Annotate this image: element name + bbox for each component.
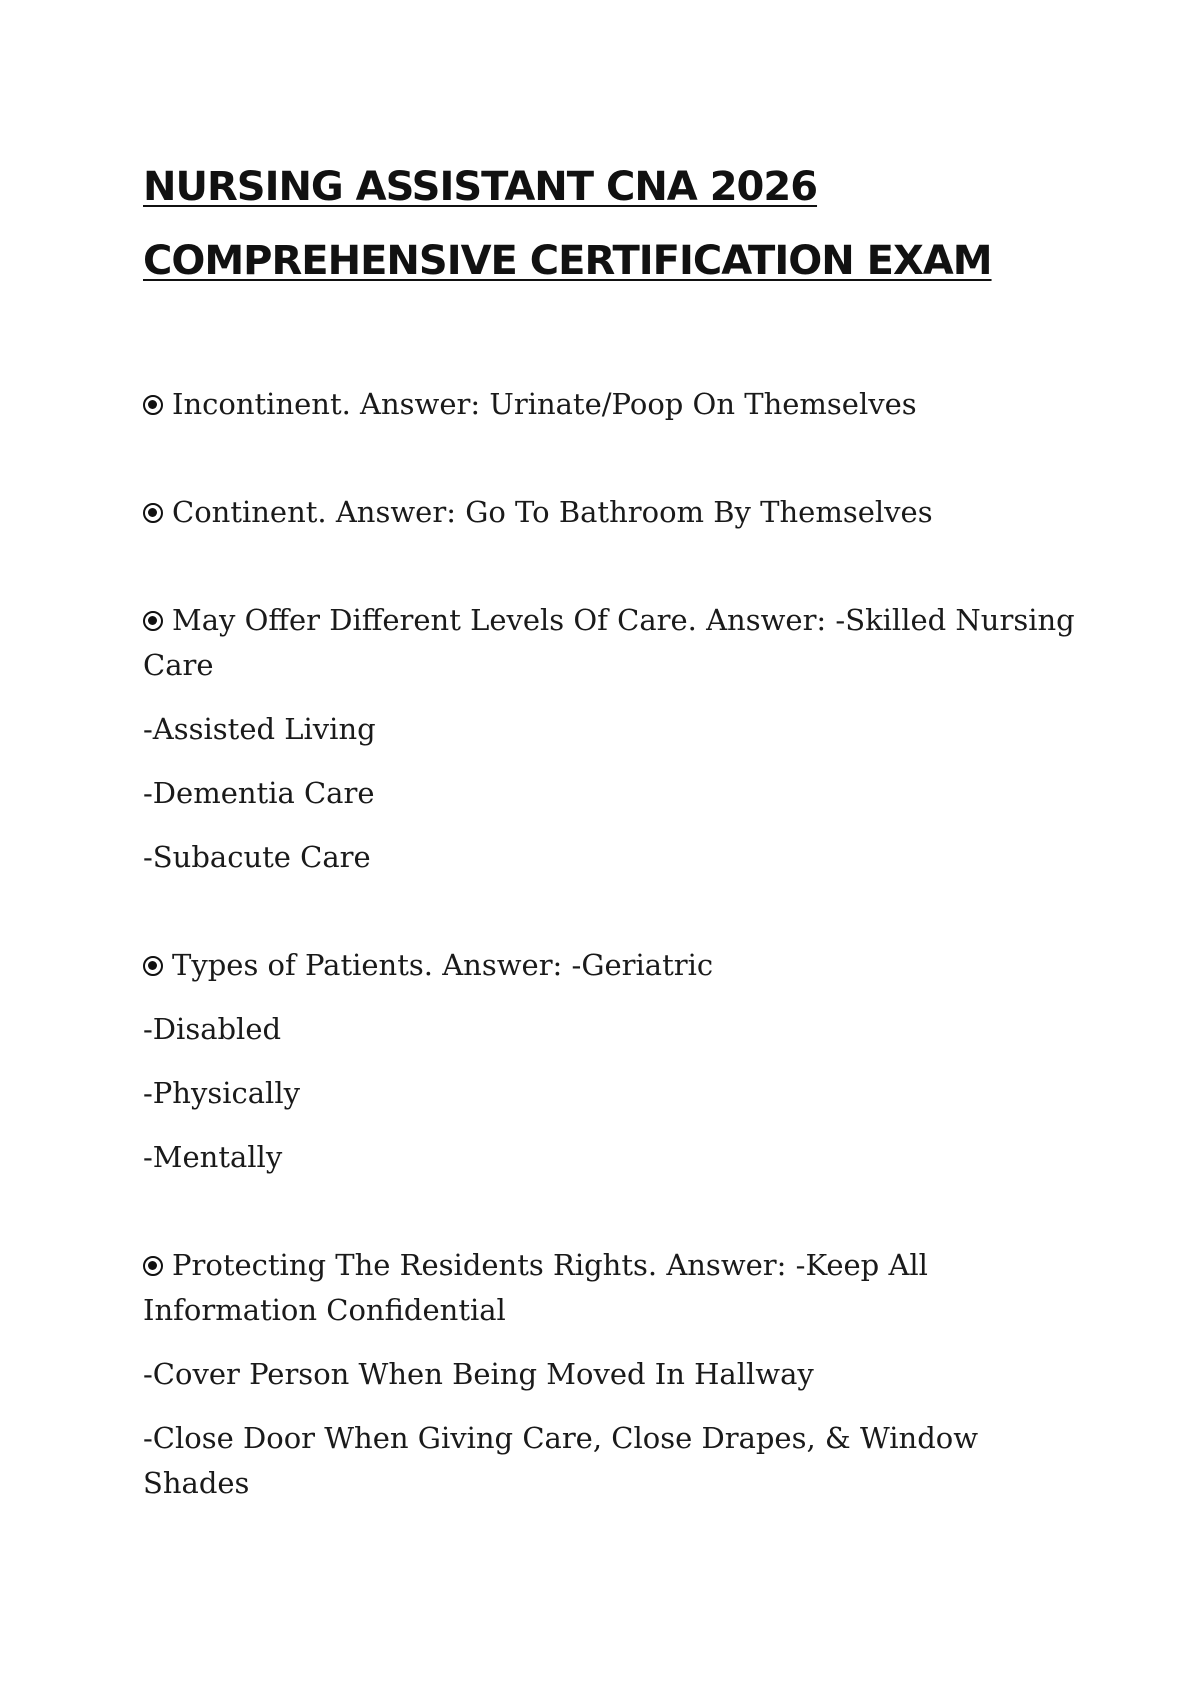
radio-bullet-icon — [143, 395, 163, 415]
qa-item — [143, 1243, 1083, 1506]
radio-bullet-icon — [143, 956, 163, 976]
qa-question: Protecting The Residents Rights. Answer: -Keep All Information Confidential — [143, 1248, 928, 1327]
qa-answer-line: -Subacute Care — [143, 840, 371, 874]
qa-list — [143, 382, 1083, 1569]
qa-answer-line: -Assisted Living — [143, 712, 376, 746]
title-line-1: NURSING ASSISTANT CNA 2026 — [143, 164, 818, 210]
qa-answer-line: -Cover Person When Being Moved In Hallway — [143, 1357, 814, 1391]
qa-answer-line: -Close Door When Giving Care, Close Drapes, & Window Shades — [143, 1421, 979, 1500]
radio-bullet-icon — [143, 1256, 163, 1276]
qa-question: May Offer Different Levels Of Care. Answer: -Skilled Nursing Care — [143, 603, 1075, 682]
qa-item — [143, 943, 1083, 1180]
qa-question: Types of Patients. Answer: -Geriatric — [172, 948, 714, 982]
qa-answer-line: -Disabled — [143, 1012, 282, 1046]
radio-bullet-icon — [143, 503, 163, 523]
qa-question: Incontinent. Answer: Urinate/Poop On Themselves — [172, 387, 917, 421]
qa-item — [143, 490, 1083, 535]
document-title — [143, 150, 992, 298]
qa-answer-line: -Dementia Care — [143, 776, 375, 810]
qa-item — [143, 598, 1083, 880]
qa-answer-line: -Physically — [143, 1076, 300, 1110]
radio-bullet-icon — [143, 611, 163, 631]
qa-question: Continent. Answer: Go To Bathroom By Themselves — [172, 495, 933, 529]
qa-answer-line: -Mentally — [143, 1140, 283, 1174]
qa-item — [143, 382, 1083, 427]
title-line-2: COMPREHENSIVE CERTIFICATION EXAM — [143, 238, 992, 284]
